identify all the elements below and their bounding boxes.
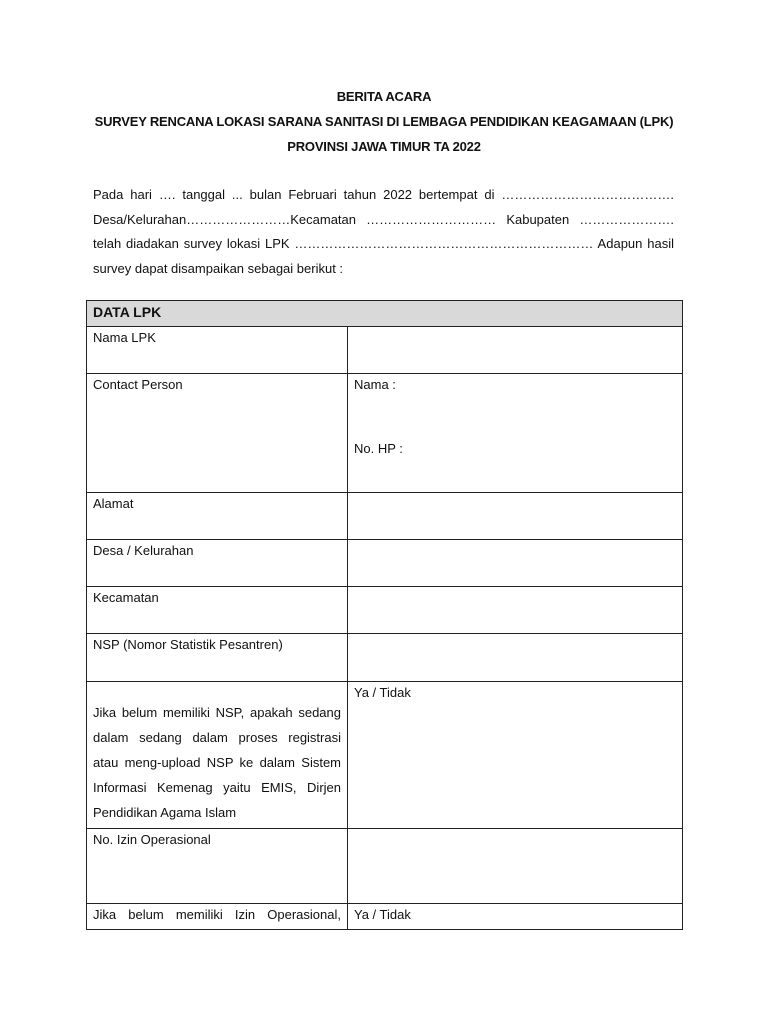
row-value[interactable] [348, 327, 683, 374]
row-value[interactable] [348, 634, 683, 682]
row-value[interactable] [348, 374, 683, 493]
intro-line-3: telah diadakan survey lokasi LPK …………………………………………………………… Adapun hasil [93, 236, 674, 251]
row-value[interactable]: Ya / Tidak [348, 682, 683, 829]
intro-paragraph [93, 183, 674, 281]
row-value[interactable] [348, 493, 683, 540]
row-label: NSP (Nomor Statistik Pesantren) [87, 634, 348, 682]
row-label: No. Izin Operasional [87, 829, 348, 904]
table-row [87, 829, 683, 904]
intro-line-4: survey dapat disampaikan sebagai berikut : [93, 260, 344, 276]
row-label: Jika belum memiliki NSP, apakah sedang dalam sedang dalam proses registrasi atau meng-upload NSP ke dalam Sistem Informasi Kemenag yaitu EMIS, Dirjen Pendidikan Agama Islam [87, 682, 348, 829]
table-header: DATA LPK [87, 301, 683, 327]
table-row [87, 634, 683, 682]
row-label: Desa / Kelurahan [87, 540, 348, 587]
row-label: Alamat [87, 493, 348, 540]
doc-title: BERITA ACARA [336, 89, 432, 104]
row-label: Jika belum memiliki Izin Operasional, [87, 904, 348, 930]
row-value[interactable]: Ya / Tidak [348, 904, 683, 930]
row-value[interactable] [348, 540, 683, 587]
contact-phone-label: No. HP : [354, 441, 403, 456]
data-lpk-table [86, 300, 683, 930]
intro-line-1: Pada hari …. tanggal ... bulan Februari tahun 2022 bertempat di …………………………………. [93, 187, 674, 202]
intro-line-2: Desa/Kelurahan……………………Kecamatan ………………………… Kabupaten …………………. [93, 211, 674, 227]
table-row [87, 327, 683, 374]
row-label: Nama LPK [87, 327, 348, 374]
row-label: Contact Person [87, 374, 348, 493]
table-row [87, 587, 683, 634]
table-row [87, 493, 683, 540]
table-row [87, 374, 683, 493]
table-row [87, 682, 683, 829]
row-value[interactable] [348, 829, 683, 904]
contact-name-label: Nama : [354, 377, 396, 392]
table-header-row [87, 301, 683, 327]
table-row [87, 904, 683, 930]
row-value[interactable] [348, 587, 683, 634]
doc-province-line: PROVINSI JAWA TIMUR TA 2022 [287, 139, 481, 154]
row-label: Kecamatan [87, 587, 348, 634]
doc-subtitle: SURVEY RENCANA LOKASI SARANA SANITASI DI LEMBAGA PENDIDIKAN KEAGAMAAN (LPK) [94, 114, 674, 129]
table-row [87, 540, 683, 587]
